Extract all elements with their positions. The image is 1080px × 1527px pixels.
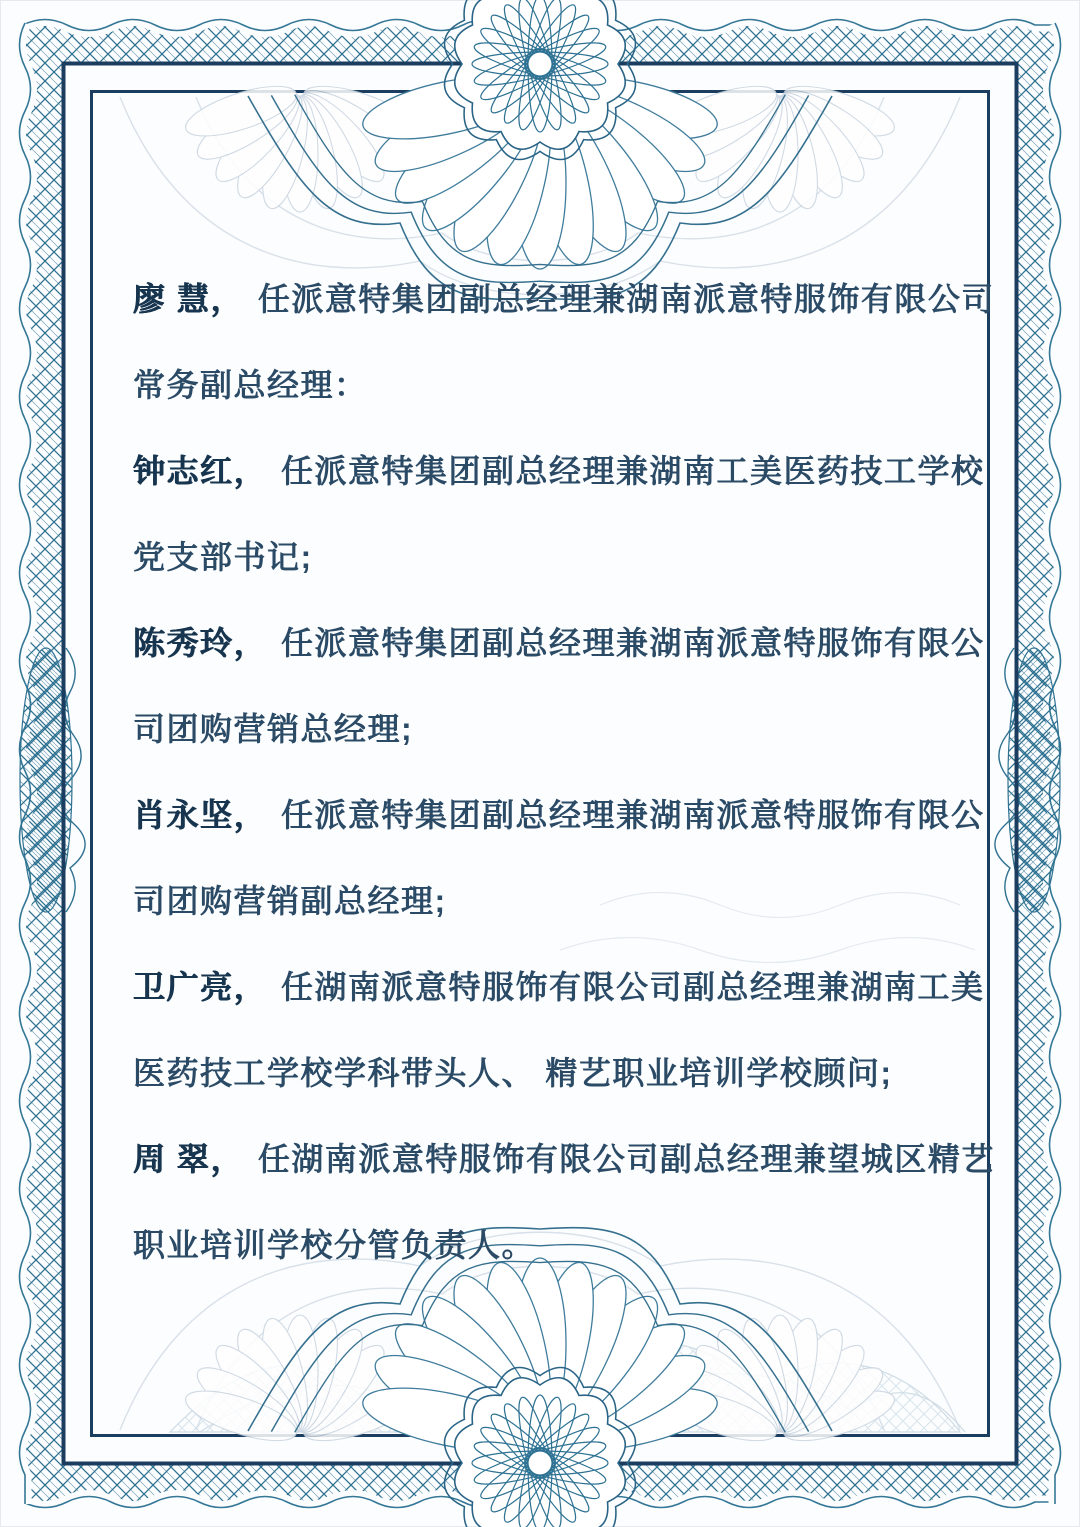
appointment-entry	[133, 428, 1033, 600]
appointment-entry	[133, 256, 1033, 428]
name-separator: ，	[233, 797, 268, 833]
appointment-text	[133, 256, 1033, 1288]
person-name: 周 翠	[133, 1141, 211, 1177]
appointment-detail: 任派意特集团副总经理兼湖南派意特服饰有限公司 常务副总经理：	[133, 281, 995, 403]
name-separator: ，	[210, 281, 244, 317]
person-name: 卫广亮	[133, 969, 234, 1005]
appointment-entry	[133, 1116, 1033, 1288]
appointment-entry	[133, 600, 1033, 772]
person-name: 廖 慧	[133, 281, 211, 317]
name-separator: ，	[233, 625, 268, 661]
name-separator: ，	[233, 969, 268, 1005]
appointment-detail: 任派意特集团副总经理兼湖南派意特服饰有限公 司团购营销副总经理;	[133, 797, 985, 919]
appointment-detail: 任湖南派意特服饰有限公司副总经理兼望城区精艺 职业培训学校分管负责人。	[133, 1141, 995, 1263]
appointment-detail: 任湖南派意特服饰有限公司副总经理兼湖南工美 医药技工学校学科带头人、 精艺职业培训学校顾问;	[133, 969, 985, 1091]
appointment-detail: 任派意特集团副总经理兼湖南派意特服饰有限公 司团购营销总经理;	[133, 625, 985, 747]
person-name: 肖永坚	[133, 797, 234, 833]
appointment-detail: 任派意特集团副总经理兼湖南工美医药技工学校 党支部书记;	[133, 453, 985, 575]
appointment-entry	[133, 772, 1033, 944]
name-separator: ，	[233, 453, 268, 489]
person-name: 陈秀玲	[133, 625, 234, 661]
side-bulge-left	[20, 648, 85, 912]
name-separator: ，	[210, 1141, 244, 1177]
person-name: 钟志红	[133, 453, 234, 489]
appointment-entry	[133, 944, 1033, 1116]
